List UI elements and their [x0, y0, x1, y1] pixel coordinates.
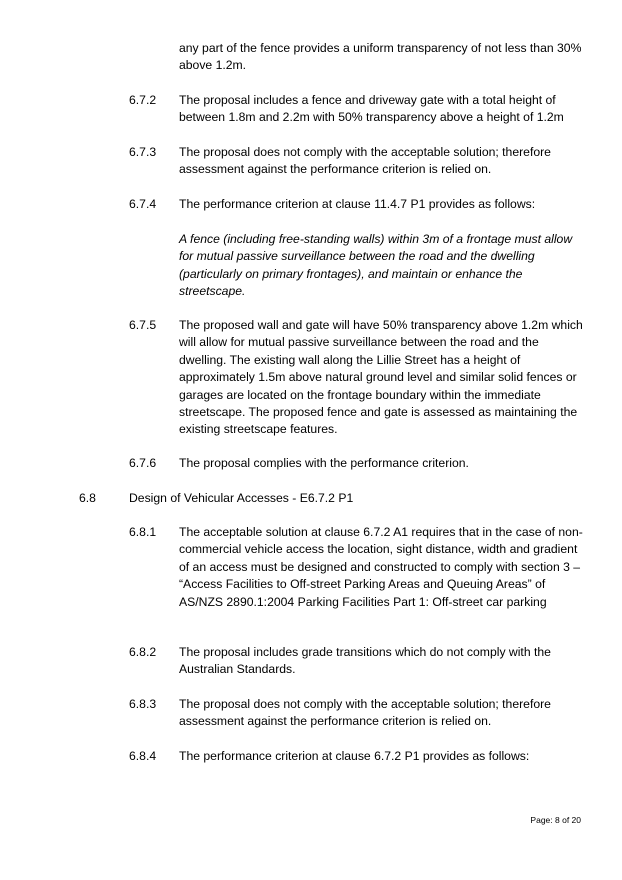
- page-number-footer: Page: 8 of 20: [530, 815, 581, 825]
- item-number: 6.7.2: [129, 93, 157, 107]
- item-number: 6.8.1: [129, 525, 157, 539]
- item-number: 6.7.4: [129, 197, 157, 211]
- section-title: Design of Vehicular Accesses - E6.7.2 P1: [129, 491, 354, 505]
- item-number: 6.7.3: [129, 145, 157, 159]
- item-number: 6.7.6: [129, 456, 157, 470]
- item-text: The proposal does not comply with the acceptable solution; therefore assessment against the performance criterion is relied on.: [179, 145, 551, 177]
- item-text: The proposal includes a fence and driveway gate with a total height of between 1.8m and 2.2m with 50% transparency above a height of 1.2m: [179, 93, 564, 125]
- item-number: 6.8.3: [129, 697, 157, 711]
- item-text: The proposal does not comply with the acceptable solution; therefore assessment against the performance criterion is relied on.: [179, 697, 551, 729]
- item-text: The acceptable solution at clause 6.7.2 A1 requires that in the case of non-commercial vehicle access the location, sight distance, width and gradient of an access must be designed and constructed to comply with section 3 – “Access Facilities to Off-street Parking Areas and Queuing Areas” of AS/NZS 2890.1:2004 Parking Facilities Part 1: Off-street car parking: [179, 525, 583, 609]
- item-text: The proposed wall and gate will have 50% transparency above 1.2m which will allow for mutual passive surveillance between the road and the dwelling. The existing wall along the Lillie Street has a height of approximately 1.5m above natural ground level and similar solid fences or garages are located on the frontage boundary within the immediate streetscape. The proposed fence and gate is assessed as maintaining the existing streetscape features.: [179, 318, 583, 437]
- item-text: The proposal complies with the performance criterion.: [179, 456, 469, 470]
- section-number: 6.8: [79, 491, 96, 505]
- item-number: 6.8.2: [129, 645, 157, 659]
- item-text: The proposal includes grade transitions which do not comply with the Australian Standards.: [179, 645, 551, 677]
- intro-continuation: any part of the fence provides a uniform transparency of not less than 30% above 1.2m.: [179, 41, 582, 73]
- quoted-criterion: A fence (including free-standing walls) within 3m of a frontage must allow for mutual passive surveillance between the road and the dwelling (particularly on primary frontages), and maintain or enhance the streetscape.: [179, 232, 573, 299]
- item-number: 6.7.5: [129, 318, 157, 332]
- item-number: 6.8.4: [129, 749, 157, 763]
- item-text: The performance criterion at clause 6.7.2 P1 provides as follows:: [179, 749, 530, 763]
- item-text: The performance criterion at clause 11.4.7 P1 provides as follows:: [179, 197, 536, 211]
